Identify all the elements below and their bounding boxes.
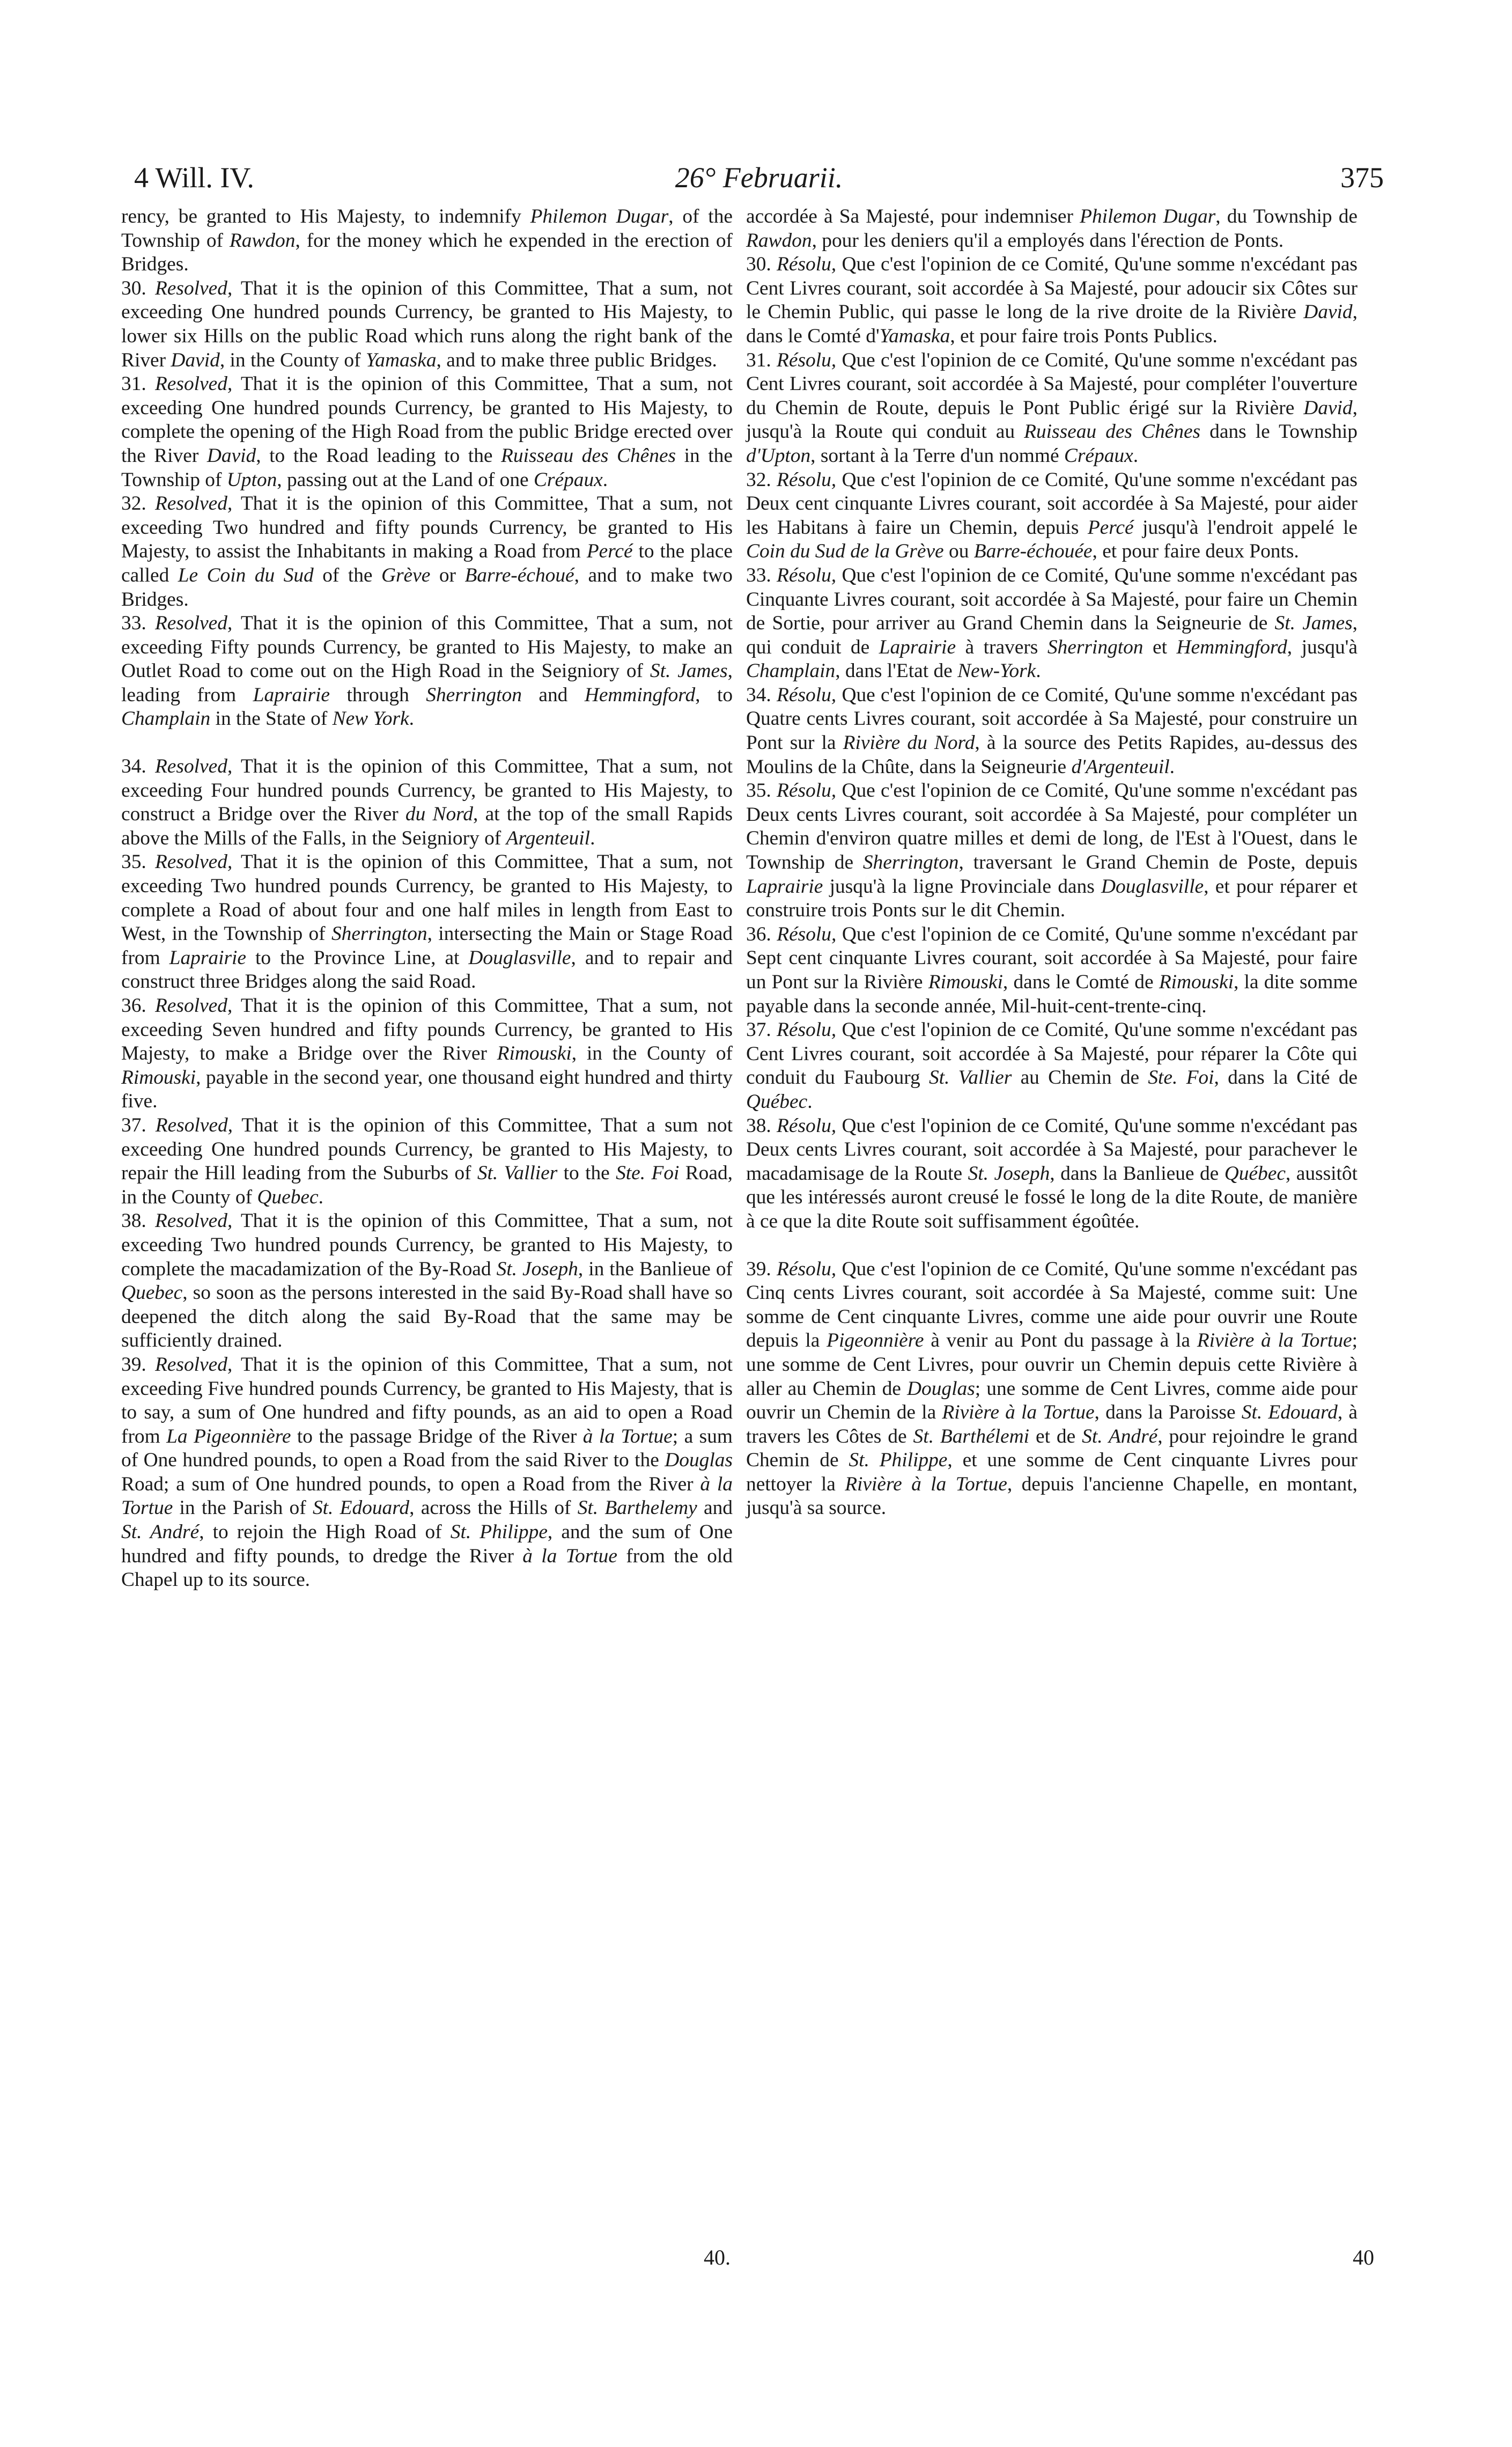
resolution-number: 36. [746,923,771,945]
french-paragraph [746,1258,1358,1521]
resolution-text: That it is the opinion of this Committee, That a sum, not exceeding Four hundred pounds Currency, be granted to His Majesty, to construct a Bridge over the River du Nord, at the top of the small Rapids above the Mills of the Falls, in the Seigniory of Argenteuil. [121,755,733,849]
signature-mark-french: 40 [1353,2245,1374,2269]
resolution-lead: Résolu, [777,684,837,706]
resolution-text: Que c'est l'opinion de ce Comité, Qu'une somme n'excédant pas Deux cents Livres courant, soit accordée à Sa Majesté, pour compléter un Chemin d'environ quatre milles et demi de long, de l'Est à l'Ouest, dans le Township de Sherrington, traversant le Grand Chemin de Poste, depuis Laprairie jusqu'à la ligne Provinciale dans Douglasville, et pour réparer et construire trois Ponts sur le dit Chemin. [746,780,1358,922]
resolution-lead: Résolu, [777,780,837,802]
english-paragraph [121,1114,733,1209]
french-paragraph [746,1018,1358,1114]
resolution-number: 35. [746,780,771,802]
english-paragraph [121,994,733,1114]
english-paragraph [121,755,733,850]
resolution-lead: Resolved, [154,1210,233,1232]
resolution-number: 37. [746,1019,771,1041]
resolution-text: Que c'est l'opinion de ce Comité, Qu'une somme n'excédant pas Quatre cents Livres courant, soit accordée à Sa Majesté, pour construire un Pont sur la Rivière du Nord, à la source des Petits Rapides, au-dessus des Moulins de la Chûte, dans la Seigneurie d'Argenteuil. [746,684,1358,778]
resolution-lead: Résolu, [777,1258,837,1280]
resolution-number: 39. [121,1353,146,1376]
french-paragraph [746,468,1358,564]
english-paragraph [121,1353,733,1592]
resolution-lead: Resolved, [154,995,233,1017]
resolution-text: rency, be granted to His Majesty, to indemnify Philemon Dugar, of the Township of Rawdon, for the money which he expended in the erection of Bridges. [121,205,733,276]
resolution-lead: Resolved, [154,851,233,873]
resolution-text: Que c'est l'opinion de ce Comité, Qu'une somme n'excédant pas Deux cents Livres courant, soit accordée à Sa Majesté, pour parachever le macadamisage de la Route St. Joseph, dans la Banlieue de Québec, aussitôt que les intéressés auront creusé le fossé le long de la dite Route, de manière à ce que la dite Route soit suffisamment égoûtée. [746,1114,1358,1232]
resolution-text: Que c'est l'opinion de ce Comité, Qu'une somme n'excédant pas Cent Livres courant, soit accordée à Sa Majesté, pour réparer la Côte qui conduit du Faubourg St. Vallier au Chemin de Ste. Foi, dans la Cité de Québec. [746,1019,1358,1113]
resolution-text: That it is the opinion of this Committee, That a sum, not exceeding One hundred pounds Currency, be granted to His Majesty, to lower six Hills on the public Road which runs along the right bank of the River David, in the County of Yamaska, and to make three public Bridges. [121,277,733,371]
english-paragraph [121,372,733,492]
resolution-number: 34. [746,684,771,706]
resolution-text: That it is the opinion of this Committee, That a sum, not exceeding Two hundred pounds Currency, be granted to His Majesty, to complete a Road of about four and one half miles in length from East to West, in the Township of Sherrington, intersecting the Main or Stage Road from Laprairie to the Province Line, at Douglasville, and to repair and construct three Bridges along the said Road. [121,851,733,993]
english-paragraph [121,277,733,372]
regnal-year: 4 Will. IV. [134,161,254,194]
english-paragraph [121,850,733,994]
resolution-lead: Resolved, [154,612,233,635]
french-paragraph [746,684,1358,779]
resolution-text: That it is the opinion of this Committee, That a sum, not exceeding Two hundred pounds Currency, be granted to His Majesty, to complete the macadamization of the By-Road St. Joseph, in the Banlieue of Quebec, so soon as the persons interested in the said By-Road shall have so deepened the ditch along the said By-Road that the same may be sufficiently drained. [121,1210,733,1352]
resolution-number: 39. [746,1258,771,1280]
resolution-number: 34. [121,755,146,778]
french-paragraph [746,923,1358,1018]
resolution-lead: Résolu, [777,253,837,276]
french-paragraph [746,1114,1358,1234]
french-paragraph [746,253,1358,348]
resolution-number: 30. [746,253,771,276]
french-column [746,205,1358,1520]
french-paragraph [746,564,1358,684]
resolution-text: accordée à Sa Majesté, pour indemniser Philemon Dugar, du Township de Rawdon, pour les deniers qu'il a employés dans l'érection de Ponts. [746,205,1358,252]
resolution-number: 38. [121,1210,146,1232]
resolution-number: 33. [746,564,771,586]
resolution-lead: Résolu, [777,1114,837,1137]
resolution-text: Que c'est l'opinion de ce Comité, Qu'une somme n'excédant pas Cent Livres courant, soit accordée à Sa Majesté, pour compléter l'ouverture du Chemin de Route, depuis le Pont Public érigé sur la Rivière David, jusqu'à la Route qui conduit au Ruisseau des Chênes dans le Township d'Upton, sortant à la Terre d'un nommé Crépaux. [746,349,1358,467]
resolution-text: That it is the opinion of this Committee, That a sum, not exceeding One hundred pounds Currency, be granted to His Majesty, to complete the opening of the High Road from the public Bridge erected over the River David, to the Road leading to the Ruisseau des Chênes in the Township of Upton, passing out at the Land of one Crépaux. [121,373,733,491]
resolution-lead: Résolu, [777,349,837,371]
running-header [134,161,1384,204]
resolution-lead: Resolved, [155,1114,233,1136]
resolution-text: Que c'est l'opinion de ce Comité, Qu'une somme n'excédant par Sept cent cinquante Livres courant, soit accordée à Sa Majesté, pour faire un Pont sur la Rivière Rimouski, dans le Comté de Rimouski, la dite somme payable dans la seconde année, Mil-huit-cent-trente-cinq. [746,923,1358,1017]
resolution-text: Que c'est l'opinion de ce Comité, Qu'une somme n'excédant pas Cinq cents Livres courant, soit accordée à Sa Majesté, comme suit: Une somme de Cent cinquante Livres, comme une aide pour ouvrir une Route depuis la Pigeonnière à venir au Pont du passage à la Rivière à la Tortue; une somme de Cent Livres, pour ouvrir un Chemin depuis cette Rivière à aller au Chemin de Douglas; une somme de Cent Livres, comme aide pour ouvrir un Chemin de la Rivière à la Tortue, dans la Paroisse St. Edouard, à travers les Côtes de St. Barthélemi et de St. André, pour rejoindre le grand Chemin de St. Philippe, et une somme de Cent cinquante Livres pour nettoyer la Rivière à la Tortue, depuis l'ancienne Chapelle, en montant, jusqu'à sa source. [746,1258,1358,1519]
resolution-text: That it is the opinion of this Committee, That a sum, not exceeding Fifty pounds Currency, be granted to His Majesty, to make an Outlet Road to come out on the High Road in the Seigniory of St. James, leading from Laprairie through Sherrington and Hemmingford, to Champlain in the State of New York. [121,612,733,730]
resolution-text: That it is the opinion of this Committee, That a sum not exceeding One hundred pounds Currency, be granted to His Majesty, to repair the Hill leading from the Suburbs of St. Vallier to the Ste. Foi Road, in the County of Quebec. [121,1114,733,1208]
resolution-number: 32. [121,493,146,515]
resolution-lead: Résolu, [777,923,837,945]
resolution-lead: Resolved, [154,755,233,778]
resolution-number: 38. [746,1114,771,1137]
english-paragraph [121,205,733,277]
resolution-lead: Resolved, [154,1353,233,1376]
resolution-text: Que c'est l'opinion de ce Comité, Qu'une somme n'excédant pas Cent Livres courant, soit accordée à Sa Majesté, pour adoucir six Côtes sur le Chemin Public, qui passe le long de la rive droite de la Rivière David, dans le Comté d'Yamaska, et pour faire trois Ponts Publics. [746,253,1358,347]
page-number: 375 [1340,161,1384,194]
resolution-number: 36. [121,995,146,1017]
english-paragraph [121,1209,733,1353]
french-paragraph [746,779,1358,923]
resolution-lead: Résolu, [777,564,837,586]
resolution-text: That it is the opinion of this Committee, That a sum, not exceeding Five hundred pounds Currency, be granted to His Majesty, that is to say, a sum of One hundred and fifty pounds, as an aid to open a Road from La Pigeonnière to the passage Bridge of the River à la Tortue; a sum of One hundred pounds, to open a Road from the said River to the Douglas Road; a sum of One hundred pounds, to open a Road from the River à la Tortue in the Parish of St. Edouard, across the Hills of St. Barthelemy and St. André, to rejoin the High Road of St. Philippe, and the sum of One hundred and fifty pounds, to dredge the River à la Tortue from the old Chapel up to its source. [121,1353,733,1591]
resolution-lead: Résolu, [777,468,837,491]
signature-mark-english: 40. [704,2245,731,2269]
resolution-number: 37. [121,1114,146,1136]
resolution-lead: Resolved, [154,373,233,395]
resolution-lead: Résolu, [777,1019,837,1041]
resolution-text: Que c'est l'opinion de ce Comité, Qu'une somme n'excédant pas Cinquante Livres courant, soit accordée à Sa Majesté, pour faire un Chemin de Sortie, pour arriver au Grand Chemin dans la Seigneurie de St. James, qui conduit de Laprairie à travers Sherrington et Hemmingford, jusqu'à Champlain, dans l'Etat de New-York. [746,564,1358,682]
header-date: 26° Februarii. [675,161,843,194]
resolution-number: 31. [746,349,771,371]
french-paragraph [746,205,1358,253]
resolution-text: Que c'est l'opinion de ce Comité, Qu'une somme n'excédant pas Deux cent cinquante Livres courant, soit accordée à Sa Majesté, pour aider les Habitans à faire un Chemin, depuis Percé jusqu'à l'endroit appelé le Coin du Sud de la Grève ou Barre-échouée, et pour faire deux Ponts. [746,468,1358,563]
english-column [121,205,733,1592]
resolution-lead: Resolved, [154,493,233,515]
resolution-number: 35. [121,851,146,873]
resolution-number: 30. [121,277,146,299]
resolution-number: 33. [121,612,146,635]
english-paragraph [121,612,733,731]
english-paragraph [121,492,733,612]
resolution-number: 32. [746,468,771,491]
resolution-number: 31. [121,373,146,395]
resolution-text: That it is the opinion of this Committee, That a sum, not exceeding Seven hundred and fifty pounds Currency, be granted to His Majesty, to make a Bridge over the River Rimouski, in the County of Rimouski, payable in the second year, one thousand eight hundred and thirty five. [121,995,733,1113]
french-paragraph [746,349,1358,468]
resolution-lead: Resolved, [154,277,233,299]
resolution-text: That it is the opinion of this Committee, That a sum, not exceeding Two hundred and fifty pounds Currency, be granted to His Majesty, to assist the Inhabitants in making a Road from Percé to the place called Le Coin du Sud of the Grève or Barre-échoué, and to make two Bridges. [121,493,733,611]
